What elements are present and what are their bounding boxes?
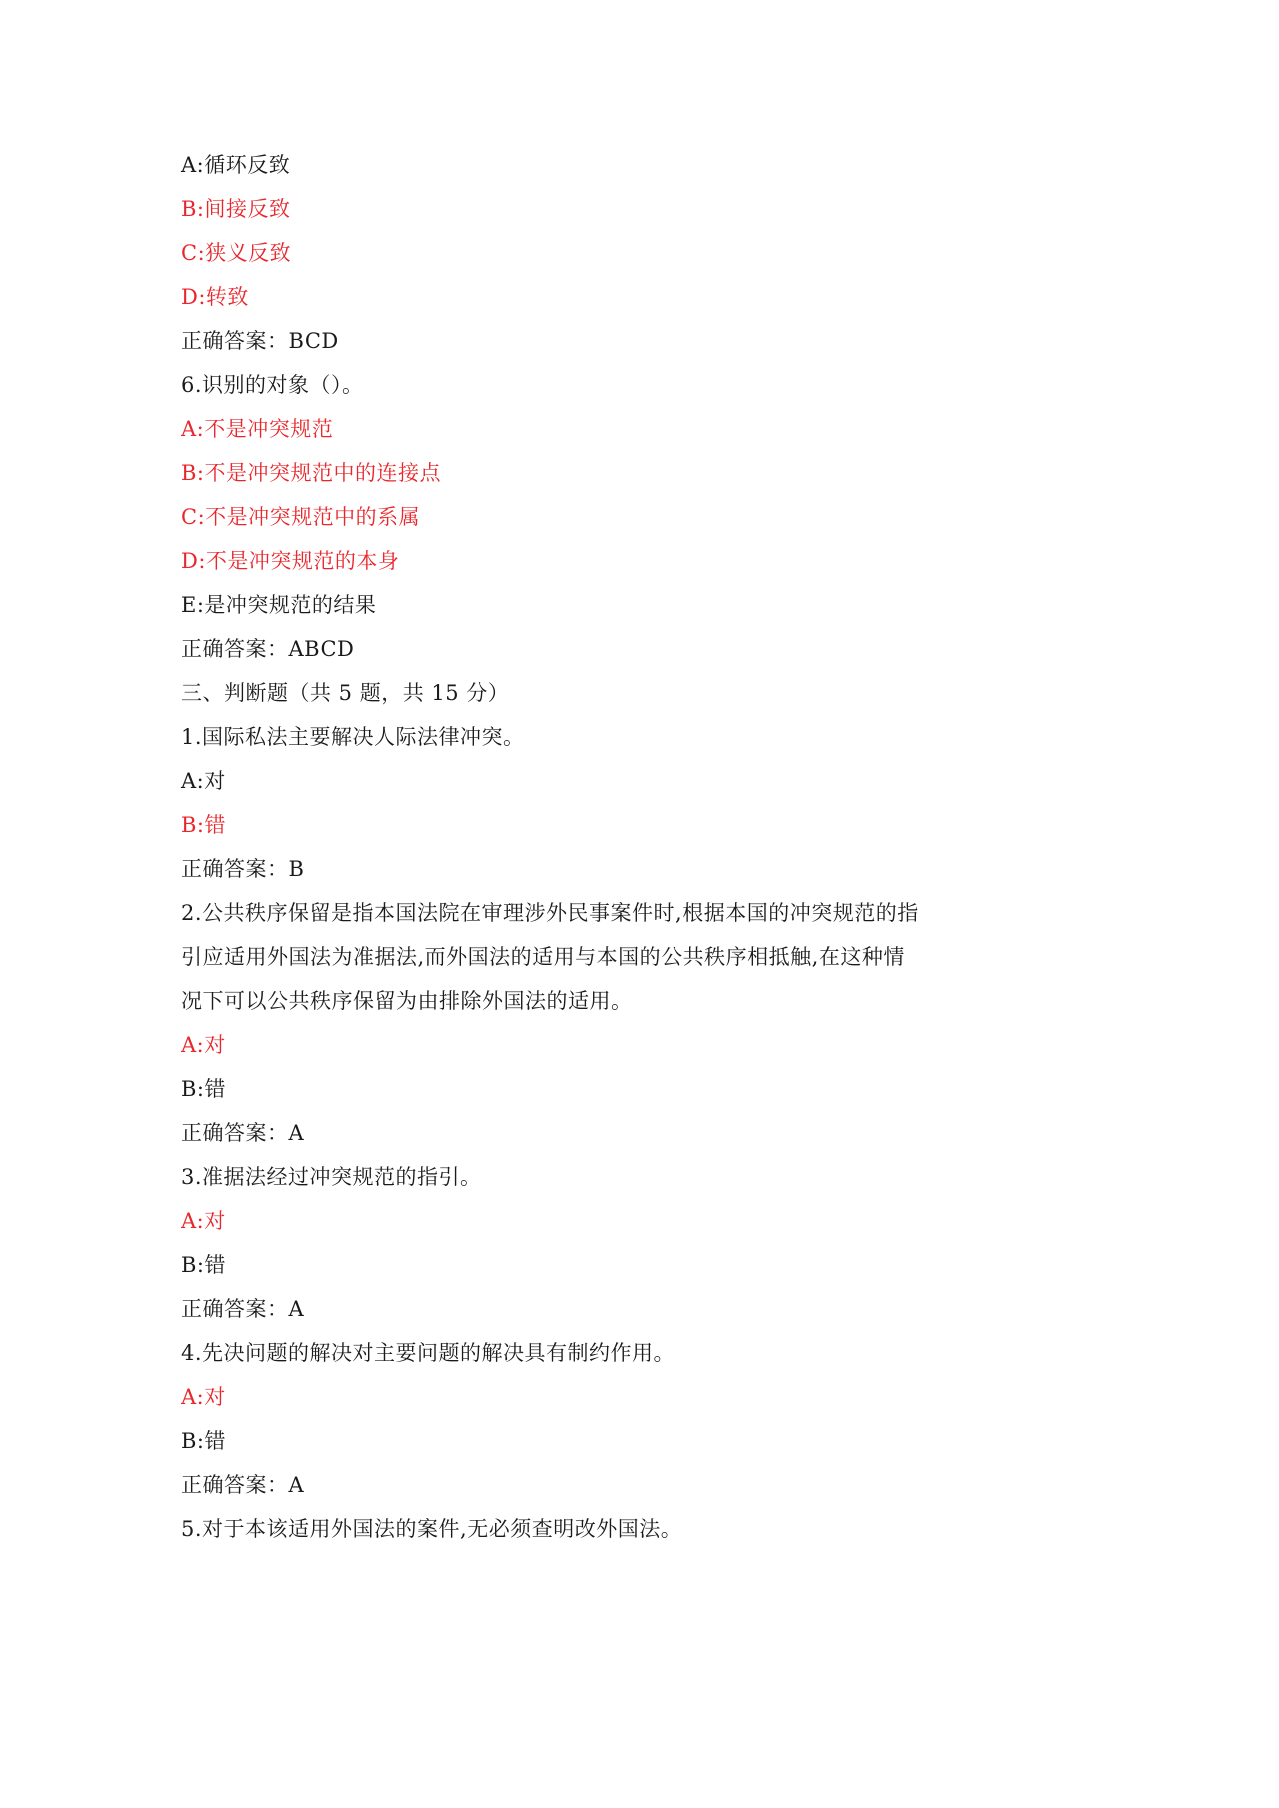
option-tf3-b: B:错 [181, 1253, 227, 1277]
answer-q5: 正确答案：BCD [181, 329, 339, 353]
answer-q6: 正确答案：ABCD [181, 637, 355, 661]
question-tf2-line-3: 况下可以公共秩序保留为由排除外国法的适用。 [181, 989, 633, 1013]
question-tf4: 4.先决问题的解决对主要问题的解决具有制约作用。 [181, 1341, 676, 1365]
option-tf4-b: B:错 [181, 1429, 227, 1453]
option-q5-a: A:循环反致 [181, 153, 291, 177]
option-q5-d: D:转致 [181, 285, 249, 309]
option-tf4-a: A:对 [181, 1385, 226, 1409]
option-q6-c: C:不是冲突规范中的系属 [181, 505, 421, 529]
option-q5-c: C:狭义反致 [181, 241, 292, 265]
option-tf2-a: A:对 [181, 1033, 226, 1057]
option-tf1-b: B:错 [181, 813, 227, 837]
section-heading: 三、判断题（共 5 题，共 15 分） [181, 681, 510, 705]
question-tf3: 3.准据法经过冲突规范的指引。 [181, 1165, 482, 1189]
option-q6-e: E:是冲突规范的结果 [181, 593, 377, 617]
option-tf2-b: B:错 [181, 1077, 227, 1101]
answer-tf3: 正确答案：A [181, 1297, 305, 1321]
option-q6-b: B:不是冲突规范中的连接点 [181, 461, 442, 485]
question-tf2 [181, 891, 1031, 1023]
option-q6-a: A:不是冲突规范 [181, 417, 334, 441]
question-tf2-line-1: 2.公共秩序保留是指本国法院在审理涉外民事案件时,根据本国的冲突规范的指 [181, 901, 919, 925]
option-q5-b: B:间接反致 [181, 197, 291, 221]
question-tf1: 1.国际私法主要解决人际法律冲突。 [181, 725, 525, 749]
document-content [181, 143, 1031, 1551]
answer-tf1: 正确答案：B [181, 857, 305, 881]
question-q6: 6.识别的对象（）。 [181, 373, 364, 397]
question-tf2-line-2: 引应适用外国法为准据法,而外国法的适用与本国的公共秩序相抵触,在这种情 [181, 945, 905, 969]
option-tf1-a: A:对 [181, 769, 226, 793]
answer-tf4: 正确答案：A [181, 1473, 305, 1497]
option-tf3-a: A:对 [181, 1209, 226, 1233]
answer-tf2: 正确答案：A [181, 1121, 305, 1145]
option-q6-d: D:不是冲突规范的本身 [181, 549, 400, 573]
question-tf5: 5.对于本该适用外国法的案件,无必须查明改外国法。 [181, 1517, 683, 1541]
